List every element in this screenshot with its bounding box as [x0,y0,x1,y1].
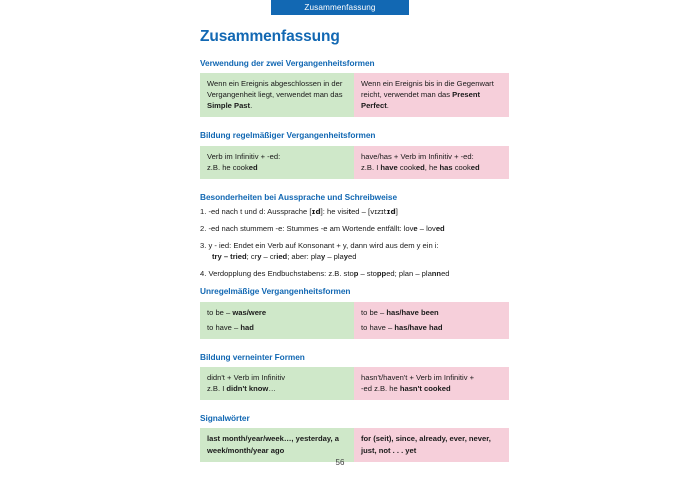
rule-text-b: – lov [417,224,436,234]
table-regular [200,146,509,179]
cell-simple-past [200,73,354,117]
cell-line1: Verb im Infinitiv + -ed: [207,151,281,161]
rule-text-d: ed [441,269,450,279]
cell-line2-post: … [268,383,276,393]
cell-line1: have/has + Verb im Infinitiv + -ed: [361,151,474,161]
rule-number: 3. [200,241,207,251]
rule-item-2 [200,224,481,235]
page-title: Zusammenfassung [200,28,340,45]
section-heading-irregular: Unregelmäßige Vergangenheitsformen [200,286,351,297]
cell-bold: had [240,322,254,332]
section-heading-special: Besonderheiten bei Aussprache und Schreibweise [200,191,398,202]
rule-item-4 [200,269,481,280]
rule-item-3 [200,241,481,262]
l2c: – tr [221,252,236,261]
rule-ipa-2: vɪzɪt [370,207,387,217]
cell-negation-past [200,367,354,400]
rule-text-b: – sto [358,269,377,279]
cell-line2-bold: ed [248,162,258,172]
cell-text-bold: Present Perfect [361,90,481,111]
cell-line2-pre: -ed z.B. he [361,383,400,393]
table-irregular [200,302,509,339]
rule-text-a: Verdopplung des Endbuchstabens: z.B. sto [206,269,354,279]
rule-text-a: y - ied: Endet ein Verb auf Konsonant + y, dann wird aus dem y ein i: [206,241,439,251]
rule-text-c: ed; plan – pla [386,269,432,279]
rule-number: 4. [200,269,207,279]
rule-number: 1. [200,207,207,217]
cell-line2-f: has [439,162,453,172]
cell-text-bold: Simple Past [207,101,251,111]
cell-bold: was/were [232,307,267,317]
cell-bold: has/have been [386,307,439,317]
cell-line2: z.B. he cook [207,162,249,172]
l2f: y [257,252,262,261]
cell-line1: hasn't/haven't + Verb im Infinitiv + [361,372,475,382]
rule-item-1 [200,207,481,218]
cell-line2-bold: hasn't cooked [399,383,451,393]
tab-zusammenfassung[interactable]: Zusammenfassung [271,0,409,15]
rule-ipa-2-bold: ɪd [386,207,396,217]
cell-text-end: . [250,101,253,111]
l2i: ; aber: pla [287,252,321,261]
cell-irregular-perfect-2 [354,320,509,339]
cell-line2-bold: didn't know [226,383,269,393]
cell-irregular-past-1 [200,302,354,320]
cell-plain: to be – [207,307,233,317]
table-row [200,73,509,117]
rule-item-3-line2 [200,252,481,263]
cell-line2-g: cook [452,162,471,172]
cell-plain: to be – [361,307,387,317]
rule-bold-3: nn [431,269,442,279]
section-heading-negation: Bildung verneinter Formen [200,351,305,362]
cell-line2-h: ed [470,162,480,172]
rule-text-b: ]: he visi [320,207,349,217]
cell-plain: to have – [361,322,395,332]
table-row [200,367,509,400]
cell-regular-past [200,146,354,179]
rule-bold-1: e [413,224,418,234]
cell-negation-perfect [354,367,509,400]
cell-signals-past: last month/year/week…, yesterday, a week/month/year ago [200,428,354,462]
rule-bold-2: ed [435,224,445,234]
rule-bold-2: pp [376,269,387,279]
l2g: – cr [261,252,277,261]
rule-bold-1: p [353,269,359,279]
cell-line2-pre: z.B. I [207,383,227,393]
l2k: – pla [325,252,344,261]
cell-text: Wenn ein Ereignis abgeschlossen in der Vergangenheit liegt, verwendet man das [207,79,343,100]
table-row [200,146,509,179]
cell-line1: didn't + Verb im Infinitiv [207,372,286,382]
l2b: y [217,252,222,261]
rule-bold-1: t [348,207,352,217]
l2h: ied [276,252,288,261]
tab-bar [0,0,680,16]
section-heading-regular: Bildung regelmäßiger Vergangenheitsformen [200,130,376,141]
cell-text-end: . [386,101,389,111]
rule-text-d: ] [395,207,398,217]
cell-regular-perfect [354,146,509,179]
l2l: y [343,252,349,261]
cell-line2-d: ed [415,162,425,172]
page-number: 56 [335,458,345,467]
table-row [200,302,509,320]
cell-irregular-past-2 [200,320,354,339]
cell-plain: to have – [207,322,241,332]
cell-irregular-perfect-1 [354,302,509,320]
l2e: ; cr [246,252,258,261]
section-heading-signals: Signalwörter [200,412,250,423]
cell-line2-b: have [380,162,398,172]
section-heading-usage: Verwendung der zwei Vergangenheitsformen [200,58,375,69]
l2a: tr [212,252,218,261]
l2m: ed [348,252,357,261]
cell-line2-e: , he [424,162,440,172]
rule-text-a: -ed nach stummem -e: Stummes -e am Wortende entfällt: lov [206,224,414,234]
cell-line2-c: cook [397,162,416,172]
table-usage [200,73,509,117]
rule-text-a: -ed nach t und d: Aussprache [ [206,207,312,217]
rule-ipa-1: ɪd [311,207,321,217]
rules-list [200,207,481,280]
cell-signals-perfect: for (seit), since, already, ever, never, just, not . . . yet [354,428,509,462]
content-column [200,28,494,462]
l2d: ied [235,252,247,261]
rule-text-c: ed – [ [351,207,371,217]
table-row [200,320,509,339]
cell-present-perfect [354,73,509,117]
cell-line2-a: z.B. I [361,162,381,172]
cell-bold: has/have had [394,322,443,332]
l2j: y [320,252,326,261]
table-negation [200,367,509,400]
rule-number: 2. [200,224,207,234]
cell-text: Wenn ein Ereignis bis in die Gegenwart reicht, verwendet man das [361,79,494,100]
